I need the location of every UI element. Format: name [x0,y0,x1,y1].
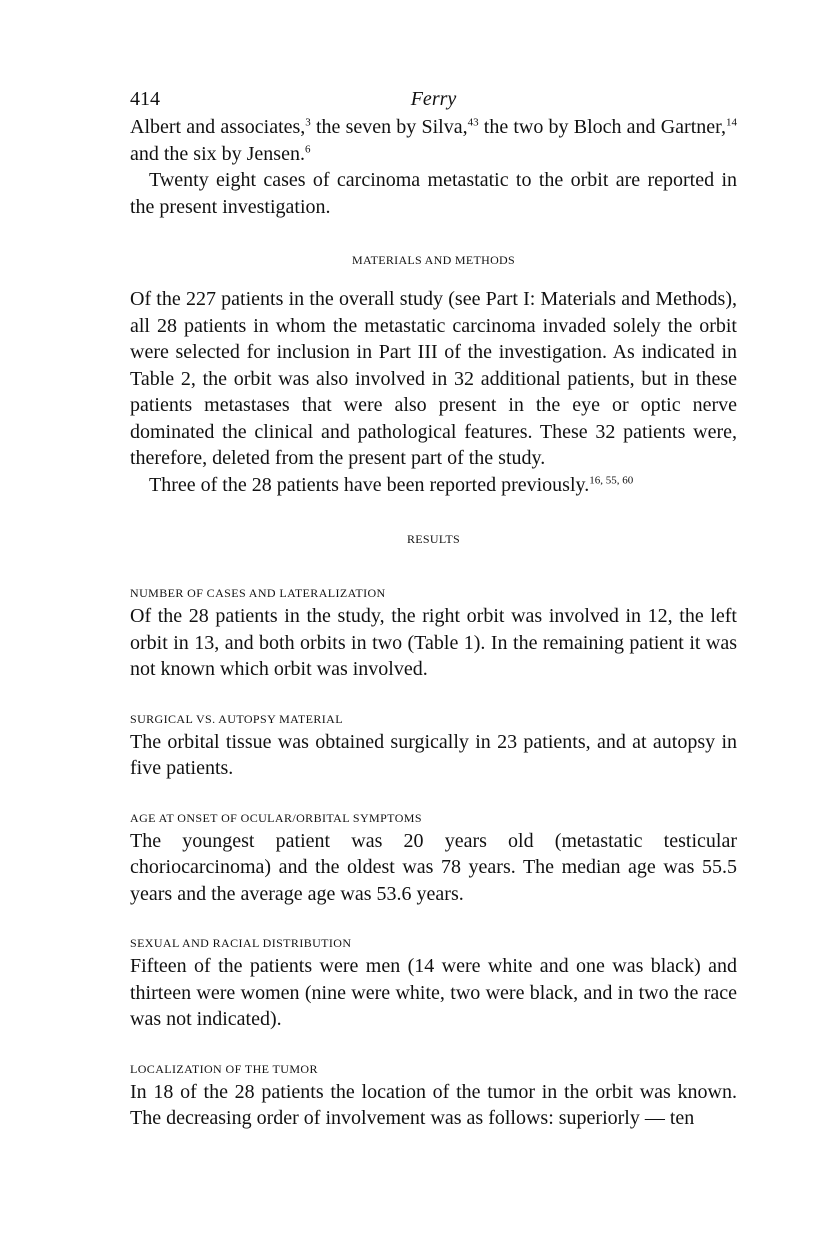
subsection-body: In 18 of the 28 patients the location of the tumor in the orbit was known. The decreasing order of involvement was as follows: superiorly — ten [130,1080,737,1129]
results-subsection-lateralization [130,585,737,683]
running-title: Ferry [410,88,457,110]
subsection-body: The youngest patient was 20 years old (metastatic testicular choriocarcinoma) and the oldest was 78 years. The median age was 55.5 years and the average age was 53.6 years. [130,829,737,905]
results-subsection-surgical-autopsy [130,711,737,782]
page [130,84,737,1132]
citation-43: 43 [467,116,479,129]
subsection-title: AGE AT ONSET OF OCULAR/ORBITAL SYMPTOMS [130,810,422,825]
subsection-title: LOCALIZATION OF THE TUMOR [130,1061,318,1076]
citation-refs: 16, 55, 60 [589,473,634,486]
subsection-body: The orbital tissue was obtained surgically in 23 patients, and at autopsy in five patients. [130,730,737,779]
page-number: 414 [130,88,160,110]
intro-paragraph: Albert and associates,$^3$ the seven by Silva,$^{43}$ the two by Bloch and Gartner,$^{14}$ and the six by Jensen.$^6$ [130,116,737,165]
results-subsection-localization [130,1061,737,1132]
subsection-title: SEXUAL AND RACIAL DISTRIBUTION [130,936,352,950]
citation-6: 6 [304,142,311,155]
section-heading-results: RESULTS [406,532,460,546]
results-subsection-age [130,810,737,908]
results-subsection-sex-race [130,935,737,1033]
subsection-title: NUMBER OF CASES AND LATERALIZATION [130,586,386,600]
section-heading-materials-methods: MATERIALS AND METHODS [352,253,515,267]
materials-paragraph-2: Three of the 28 patients have been reported previously.$^{16, 55, 60}$ [149,473,634,496]
citation-3: 3 [305,116,311,129]
citation-14: 14 [726,116,737,129]
subsection-body: Of the 28 patients in the study, the right orbit was involved in 12, the left orbit in 13, and both orbits in two (Table 1). In the remaining patient it was not known which orbit was involved. [130,605,737,680]
subsection-body: Fifteen of the patients were men (14 were white and one was black) and thirteen were women (nine were white, two were black, and in two the race was not indicated). [130,955,737,1030]
intro-paragraph-2: Twenty eight cases of carcinoma metastatic to the orbit are reported in the present investigation. [130,169,737,218]
materials-paragraph: Of the 227 patients in the overall study (see Part I: Materials and Methods), all 28 patients in whom the metastatic carcinoma invaded solely the orbit were selected for inclusion in Part III of the investigation. As indicated in Table 2, the orbit was also involved in 32 additional patients, but in these patients metastases that were also present in the eye or optic nerve dominated the clinical and pathological features. These 32 patients were, therefore, deleted from the present part of the study. [130,288,737,469]
subsection-title: SURGICAL VS. AUTOPSY MATERIAL [130,711,343,726]
running-head [130,84,737,114]
